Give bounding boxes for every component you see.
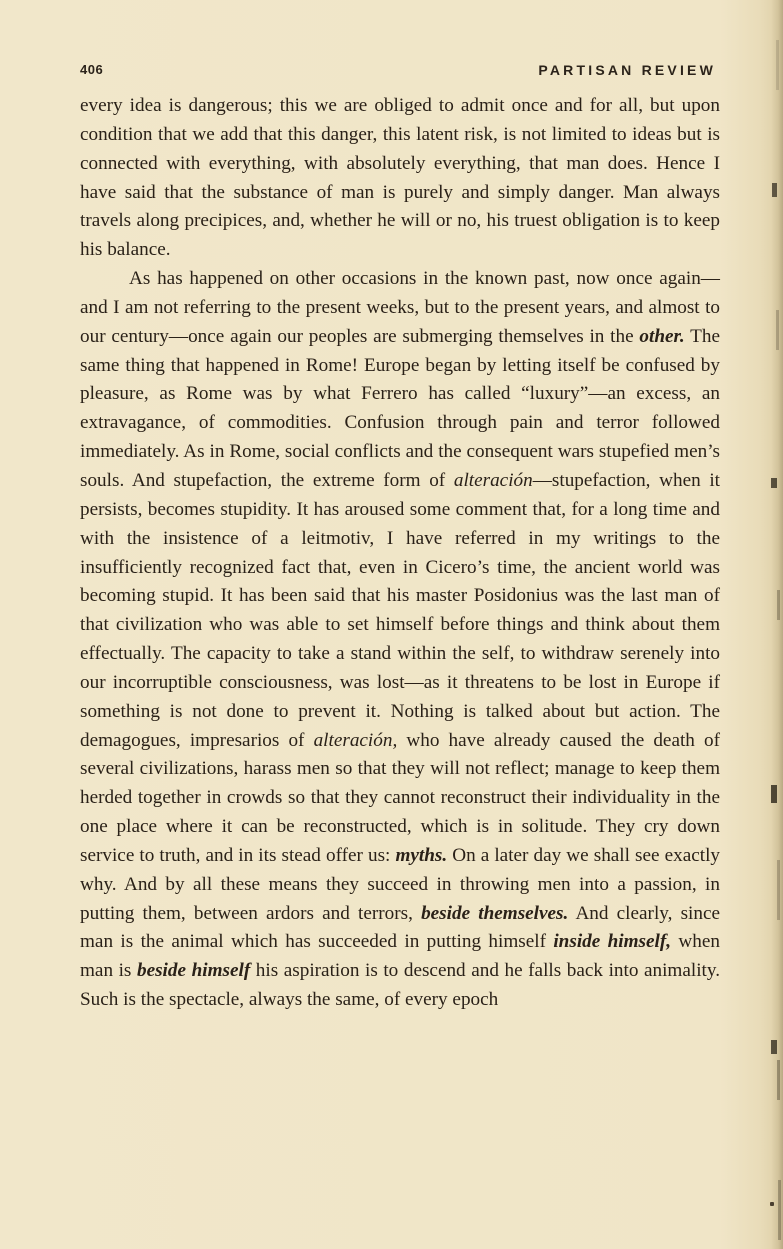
page-number: 406 — [80, 62, 104, 77]
emphasized-text: inside himself, — [553, 931, 672, 953]
corner-mark — [770, 1202, 774, 1206]
edge-mark — [777, 590, 780, 620]
body-text — [80, 92, 720, 1015]
edge-mark — [778, 1180, 781, 1240]
text-run: his aspiration is to descend and he falls back into animality. Such is the spectacle, always the same, of every epoch — [80, 960, 721, 1011]
page-header — [80, 62, 716, 84]
text-run: The same thing that happened in Rome! Europe began by letting itself be confused by pleasure, as Rome was by what Ferrero has called “luxury”—an excess, an extravagance, of commodities. Confusion through pain and terror followed immediately. As in Rome, social conflicts and the consequent wars stupefied men’s souls. And stupefaction, the extreme form of — [80, 325, 721, 491]
edge-mark — [776, 40, 779, 90]
text-run: every idea is dangerous; this we are obliged to admit once and for all, but upon condition that we add that this danger, this latent risk, is not limited to ideas but is connected with everything, with absolutely everything, that man does. Hence I have said that the substance of man is purely and simply danger. Man always travels along precipices, and, whether he will or no, his truest obligation is to keep his balance. — [80, 95, 720, 261]
edge-mark — [777, 860, 780, 920]
text-run: And clearly, since man is the animal which has succeeded in putting himself — [80, 902, 721, 953]
emphasized-text: beside himself — [136, 960, 251, 982]
paragraph — [80, 265, 720, 1015]
text-run: On a later day we shall see exactly why. And by all these means they succeed in throwing men into a passion, in putting them, between ardors and terrors, — [80, 844, 721, 924]
emphasized-text: other. — [639, 325, 685, 347]
emphasized-text: beside themselves. — [421, 902, 569, 924]
edge-mark — [771, 478, 777, 488]
text-run: when man is — [80, 931, 720, 982]
edge-mark — [771, 785, 777, 803]
edge-mark — [771, 1040, 777, 1054]
edge-mark — [776, 310, 779, 350]
emphasized-text: alteración, — [313, 729, 398, 751]
running-head: PARTISAN REVIEW — [538, 62, 716, 78]
emphasized-text: alteración — [453, 469, 533, 491]
text-run: —stupefaction, when it persists, becomes stupidity. It has aroused some comment that, for a long time and with the insistence of a leitmotiv, I have referred in my writings to the insufficiently recognized fact that, even in Cicero’s time, the ancient world was becoming stupid. It has been said that his master Posidonius was the last man of that civilization who was able to set himself before things and think about them effectually. The capacity to take a stand within the self, to withdraw serenely into our incorruptible consciousness, was lost—as it threatens to be lost in Europe if something is not done to prevent it. Nothing is talked about but action. The demagogues, impresarios of — [80, 469, 720, 751]
paragraph — [80, 92, 720, 265]
edge-mark — [777, 1060, 780, 1100]
text-run: who have already caused the death of several civilizations, harass men so that they will not reflect; manage to keep them herded together in crowds so that they cannot reconstruct their individuality in the one place where it can be reconstructed, which is in solitude. They cry down service to truth, and in its stead offer us: — [80, 729, 720, 866]
text-run: As has happened on other occasions in the known past, now once again—and I am not referring to the present weeks, but to the present years, and almost to our century—once again our peoples are submerging themselves in the — [80, 268, 720, 347]
emphasized-text: myths. — [395, 844, 448, 866]
edge-mark — [772, 183, 777, 197]
